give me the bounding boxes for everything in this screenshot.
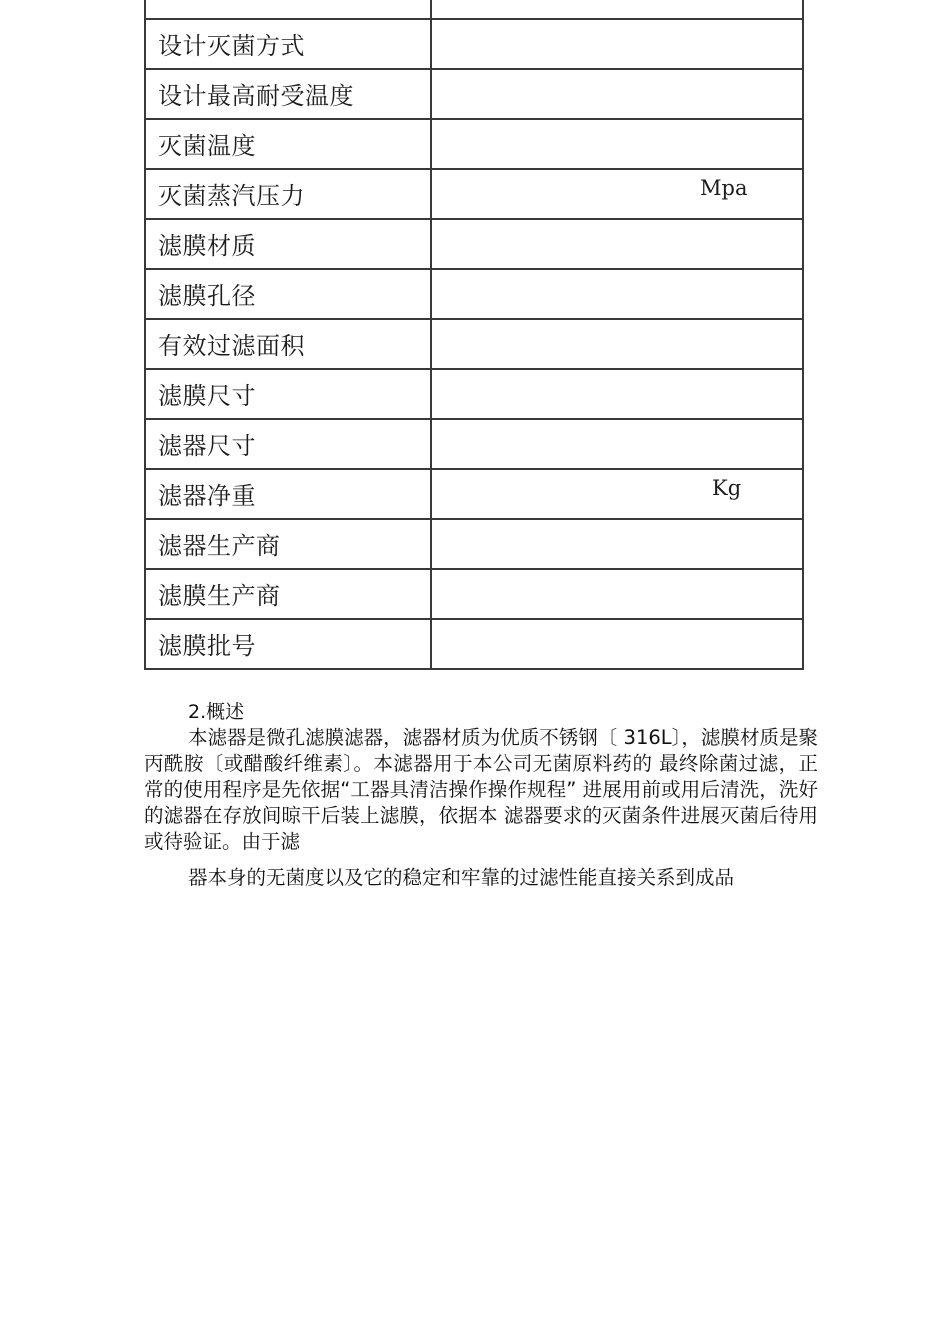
weight-unit: Kg bbox=[712, 476, 742, 500]
row-label: 设计灭菌方式 bbox=[145, 19, 431, 69]
overview-paragraph-continued: 器本身的无菌度以及它的稳定和牢靠的过滤性能直接关系到成品 bbox=[188, 866, 735, 889]
table-row bbox=[145, 19, 803, 69]
table-row bbox=[145, 169, 803, 219]
row-label: 滤膜生产商 bbox=[145, 569, 431, 619]
row-label: 滤器净重 bbox=[145, 469, 431, 519]
row-value-cell bbox=[431, 419, 803, 469]
row-value-cell bbox=[431, 219, 803, 269]
table-row bbox=[145, 269, 803, 319]
table-row bbox=[145, 569, 803, 619]
row-label: 灭菌蒸汽压力 bbox=[145, 169, 431, 219]
table-row bbox=[145, 219, 803, 269]
row-value-cell bbox=[431, 0, 803, 19]
table-row bbox=[145, 619, 803, 669]
row-value-cell bbox=[431, 69, 803, 119]
table-row bbox=[145, 419, 803, 469]
row-label bbox=[145, 0, 431, 19]
row-value-cell bbox=[431, 269, 803, 319]
row-value-cell bbox=[431, 319, 803, 369]
row-value-cell bbox=[431, 519, 803, 569]
row-label: 灭菌温度 bbox=[145, 119, 431, 169]
table-row bbox=[145, 0, 803, 19]
row-label: 滤膜尺寸 bbox=[145, 369, 431, 419]
row-value-cell bbox=[431, 369, 803, 419]
row-label: 滤膜材质 bbox=[145, 219, 431, 269]
row-value-cell bbox=[431, 619, 803, 669]
row-label: 滤膜批号 bbox=[145, 619, 431, 669]
row-value-cell bbox=[431, 169, 803, 219]
table-row bbox=[145, 369, 803, 419]
row-value-cell bbox=[431, 19, 803, 69]
row-label: 滤膜孔径 bbox=[145, 269, 431, 319]
row-label: 滤器尺寸 bbox=[145, 419, 431, 469]
table-row bbox=[145, 69, 803, 119]
row-value-cell bbox=[431, 569, 803, 619]
section-heading: 2.概述 bbox=[188, 701, 245, 723]
pressure-unit: Mpa bbox=[700, 176, 748, 200]
overview-paragraph: 本滤器是微孔滤膜滤器，滤器材质为优质不锈钢〔 316L〕，滤膜材质是聚丙酰胺〔或醋酸纤维素〕。本滤器用于本公司无菌原料药的 最终除菌过滤，正常的使用程序是先依据“工器具清洁操作操作规程” 进展用前或用后清洗，洗好的滤器在存放间晾干后装上滤膜，依据本 滤器要求的灭菌条件进展灭菌后待用或待验证。由于滤 bbox=[144, 726, 818, 853]
row-label: 滤器生产商 bbox=[145, 519, 431, 569]
row-label: 设计最高耐受温度 bbox=[145, 69, 431, 119]
row-value-cell bbox=[431, 119, 803, 169]
specification-table bbox=[144, 0, 804, 670]
table-row bbox=[145, 469, 803, 519]
row-label: 有效过滤面积 bbox=[145, 319, 431, 369]
table-row bbox=[145, 319, 803, 369]
table-row bbox=[145, 119, 803, 169]
table-row bbox=[145, 519, 803, 569]
row-value-cell bbox=[431, 469, 803, 519]
